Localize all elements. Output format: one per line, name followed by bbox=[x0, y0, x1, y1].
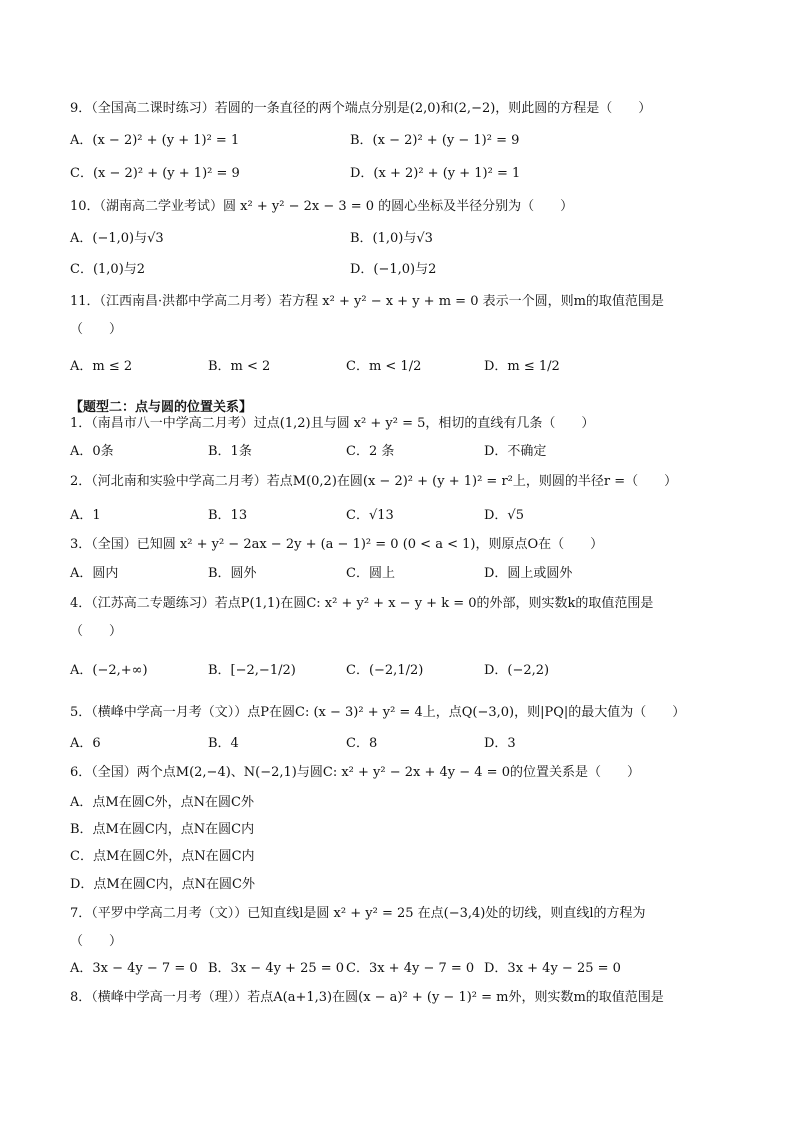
option-c: C．3x + 4y − 7 = 0 bbox=[346, 961, 475, 976]
option-c: C．2 条 bbox=[346, 444, 395, 459]
option-c: C．√13 bbox=[346, 508, 394, 523]
option-b: B．(x − 2)² + (y − 1)² = 9 bbox=[350, 133, 520, 148]
option-d: D．(−1,0)与2 bbox=[350, 262, 437, 277]
option-c: C．8 bbox=[346, 736, 378, 751]
option-c: C．(1,0)与2 bbox=[70, 262, 146, 277]
section-2-title: 【题型二：点与圆的位置关系】 bbox=[70, 400, 253, 415]
question-9-options bbox=[70, 130, 730, 152]
option-b: B．圆外 bbox=[208, 566, 257, 581]
point-question-7-answer-bracket: （ ） bbox=[70, 934, 123, 949]
point-question-2-options bbox=[70, 505, 730, 527]
option-c: C．(−2,1/2) bbox=[346, 663, 424, 678]
option-b: B．[−2,−1/2) bbox=[208, 663, 296, 678]
option-a: A．(−1,0)与√3 bbox=[70, 231, 164, 246]
option-a: A．(−2,+∞) bbox=[70, 663, 148, 678]
point-question-7-options bbox=[70, 958, 730, 980]
option-b: B．3x − 4y + 25 = 0 bbox=[208, 961, 345, 976]
point-question-7-stem: 7．（平罗中学高二月考（文））已知直线l是圆 x² + y² = 25 在点(−3,4)处的切线，则直线l的方程为 bbox=[70, 906, 646, 921]
point-question-4-stem: 4．（江苏高二专题练习）若点P(1,1)在圆C: x² + y² + x − y + k = 0的外部，则实数k的取值范围是 bbox=[70, 596, 654, 611]
point-question-1-options bbox=[70, 441, 730, 463]
option-b: B．(1,0)与√3 bbox=[350, 231, 433, 246]
question-9-stem: 9．（全国高二课时练习）若圆的一条直径的两个端点分别是(2,0)和(2,−2)，则此圆的方程是（ ） bbox=[70, 101, 652, 116]
question-10-options-2 bbox=[70, 259, 730, 281]
option-a: A．(x − 2)² + (y + 1)² = 1 bbox=[70, 133, 240, 148]
option-b: B．4 bbox=[208, 736, 239, 751]
point-question-6-option-d: D．点M在圆C内，点N在圆C外 bbox=[70, 877, 256, 892]
point-question-8-stem: 8．（横峰中学高一月考（理））若点A(a+1,3)在圆(x − a)² + (y − 1)² = m外，则实数m的取值范围是 bbox=[70, 990, 664, 1005]
point-question-4-options bbox=[70, 660, 730, 682]
question-10-options bbox=[70, 228, 730, 250]
point-question-5-options bbox=[70, 733, 730, 755]
option-d: D．(−2,2) bbox=[484, 663, 550, 678]
option-d: D．圆上或圆外 bbox=[484, 566, 573, 581]
option-a: A．圆内 bbox=[70, 566, 119, 581]
question-9-options-2 bbox=[70, 163, 730, 185]
option-a: A．3x − 4y − 7 = 0 bbox=[70, 961, 198, 976]
option-b: B．m < 2 bbox=[208, 359, 271, 374]
question-11-stem: 11．（江西南昌·洪都中学高二月考）若方程 x² + y² − x + y + m = 0 表示一个圆，则m的取值范围是 bbox=[70, 294, 664, 309]
option-d: D．m ≤ 1/2 bbox=[484, 359, 560, 374]
point-question-2-stem: 2．（河北南和实验中学高二月考）若点M(0,2)在圆(x − 2)² + (y + 1)² = r²上，则圆的半径r =（ ） bbox=[70, 474, 678, 489]
option-a: A．m ≤ 2 bbox=[70, 359, 133, 374]
option-a: A．0条 bbox=[70, 444, 114, 459]
point-question-3-options bbox=[70, 563, 730, 585]
question-11-options bbox=[70, 356, 730, 378]
point-question-6-option-a: A．点M在圆C外，点N在圆C外 bbox=[70, 795, 254, 810]
option-c: C．圆上 bbox=[346, 566, 395, 581]
point-question-5-stem: 5．（横峰中学高一月考（文））点P在圆C: (x − 3)² + y² = 4上，点Q(−3,0)，则|PQ|的最大值为（ ） bbox=[70, 705, 686, 720]
option-a: A．6 bbox=[70, 736, 101, 751]
point-question-6-option-c: C．点M在圆C外，点N在圆C内 bbox=[70, 849, 255, 864]
option-d: D．3x + 4y − 25 = 0 bbox=[484, 961, 621, 976]
question-10-stem: 10．（湖南高二学业考试）圆 x² + y² − 2x − 3 = 0 的圆心坐标及半径分别为（ ） bbox=[70, 199, 574, 214]
option-c: C．(x − 2)² + (y + 1)² = 9 bbox=[70, 166, 240, 181]
option-b: B．1条 bbox=[208, 444, 252, 459]
point-question-4-answer-bracket: （ ） bbox=[70, 624, 123, 639]
option-d: D．√5 bbox=[484, 508, 524, 523]
point-question-3-stem: 3．（全国）已知圆 x² + y² − 2ax − 2y + (a − 1)² = 0 (0 < a < 1)，则原点O在（ ） bbox=[70, 537, 604, 552]
point-question-6-stem: 6．（全国）两个点M(2,−4)、N(−2,1)与圆C: x² + y² − 2x + 4y − 4 = 0的位置关系是（ ） bbox=[70, 765, 640, 780]
point-question-6-option-b: B．点M在圆C内，点N在圆C内 bbox=[70, 822, 255, 837]
point-question-1-stem: 1．（南昌市八一中学高二月考）过点(1,2)且与圆 x² + y² = 5，相切的直线有几条（ ） bbox=[70, 416, 595, 431]
option-c: C．m < 1/2 bbox=[346, 359, 422, 374]
question-11-answer-bracket: （ ） bbox=[70, 322, 123, 337]
option-d: D．不确定 bbox=[484, 444, 547, 459]
option-a: A．1 bbox=[70, 508, 101, 523]
option-d: D．(x + 2)² + (y + 1)² = 1 bbox=[350, 166, 521, 181]
option-d: D．3 bbox=[484, 736, 516, 751]
option-b: B．13 bbox=[208, 508, 248, 523]
